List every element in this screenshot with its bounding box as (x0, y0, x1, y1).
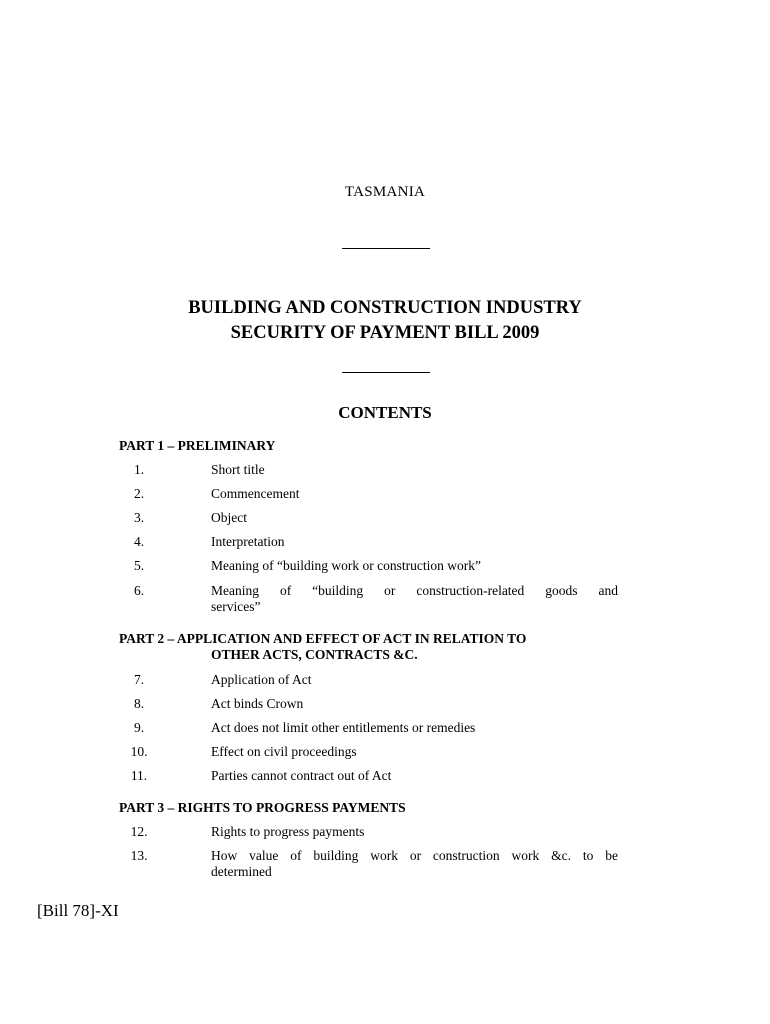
entry-title: Effect on civil proceedings (211, 744, 357, 759)
entry-number: 10. (130, 744, 148, 759)
entry-title: Short title (211, 462, 265, 477)
entry-title: Rights to progress payments (211, 824, 365, 839)
entry-title (211, 583, 618, 615)
entry-number: 3. (133, 510, 145, 525)
entry-number: 1. (133, 462, 145, 477)
entry-title: Parties cannot contract out of Act (211, 768, 392, 783)
entry-number: 5. (133, 558, 145, 573)
entry-number: 6. (133, 583, 145, 598)
entry-number: 13. (130, 848, 148, 863)
entry-title: Object (211, 510, 247, 525)
entry-title: Meaning of “building work or construction work” (211, 558, 481, 573)
entry-number: 11. (130, 768, 148, 783)
entry-number: 8. (133, 696, 145, 711)
part-heading-2-line-1: PART 2 – APPLICATION AND EFFECT OF ACT IN RELATION TO (119, 631, 527, 646)
entry-title: Commencement (211, 486, 300, 501)
contents-heading: CONTENTS (338, 403, 432, 422)
bill-title-line-1: BUILDING AND CONSTRUCTION INDUSTRY (188, 298, 582, 318)
entry-title: Interpretation (211, 534, 285, 549)
entry-number: 4. (133, 534, 145, 549)
jurisdiction-heading: TASMANIA (344, 184, 426, 200)
divider-rule (342, 248, 430, 249)
divider-rule (342, 372, 430, 373)
entry-number: 2. (133, 486, 145, 501)
part-heading-1 (119, 438, 629, 454)
part-heading-1-line-1: PART 1 – PRELIMINARY (119, 438, 276, 453)
bill-title (0, 296, 770, 346)
part-heading-3-line-1: PART 3 – RIGHTS TO PROGRESS PAYMENTS (119, 800, 406, 815)
part-heading-3 (119, 800, 629, 816)
part-heading-2-line-2: OTHER ACTS, CONTRACTS &C. (211, 647, 418, 662)
bill-reference-footer: [Bill 78]-XI (37, 901, 119, 920)
bill-title-line-2: SECURITY OF PAYMENT BILL 2009 (230, 323, 540, 343)
entry-title-line-2: services” (211, 599, 261, 614)
entry-title: Act binds Crown (211, 696, 304, 711)
entry-title-line-1: How value of building work or construction work &c. to be (211, 848, 618, 863)
part-heading-2 (119, 631, 629, 663)
entry-title-line-2: determined (211, 864, 272, 879)
entry-number: 7. (133, 672, 145, 687)
entry-number: 9. (133, 720, 145, 735)
entry-title-line-1: Meaning of “building or construction-related goods and (211, 583, 618, 598)
entry-title: Application of Act (211, 672, 312, 687)
entry-number: 12. (130, 824, 148, 839)
entry-title: Act does not limit other entitlements or remedies (211, 720, 476, 735)
entry-title (211, 848, 618, 880)
